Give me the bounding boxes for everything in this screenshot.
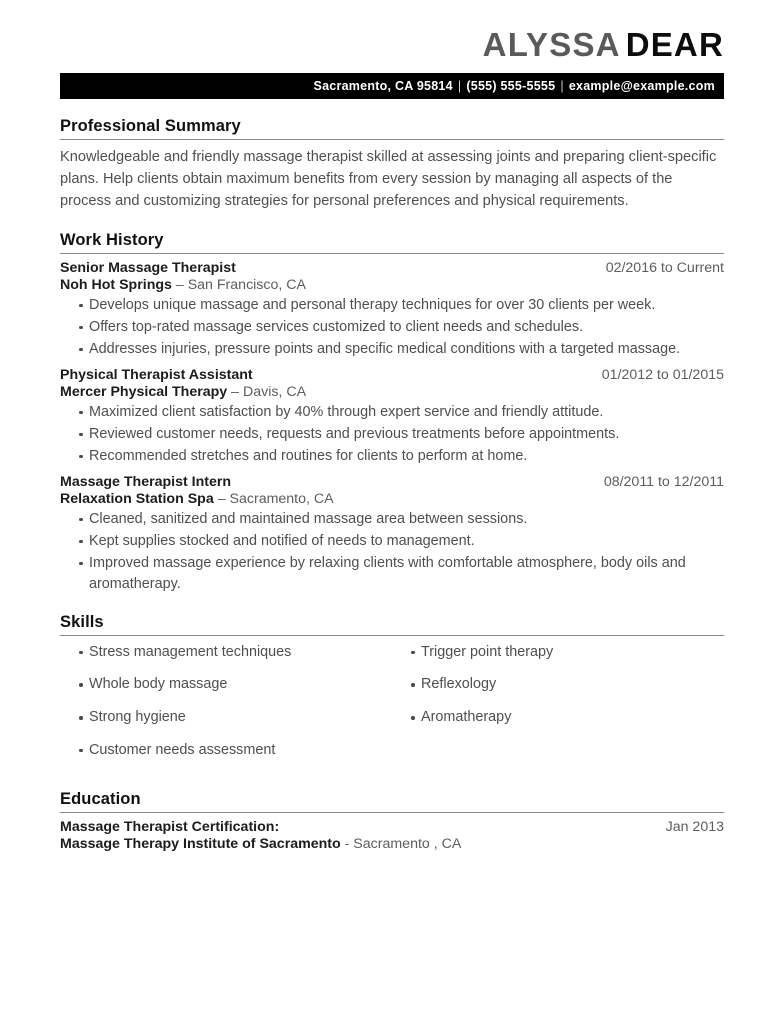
section-professional-summary <box>60 117 724 213</box>
job-entry <box>60 474 724 595</box>
contact-bar <box>60 73 724 99</box>
job-bullet: Improved massage experience by relaxing clients with comfortable atmosphere, body oils and aromatherapy. <box>60 553 724 595</box>
skill-item: Stress management techniques <box>60 642 392 664</box>
education-school-line <box>60 836 724 852</box>
contact-separator-2: | <box>560 79 564 93</box>
section-title-professional-summary: Professional Summary <box>60 117 241 135</box>
job-company: Relaxation Station Spa <box>60 490 214 507</box>
job-bullet: Maximized client satisfaction by 40% through expert service and friendly attitude. <box>60 402 724 423</box>
skills-list-left <box>60 642 392 761</box>
job-header <box>60 367 724 383</box>
contact-separator-1: | <box>457 79 462 93</box>
job-company: Mercer Physical Therapy <box>60 383 228 400</box>
skill-item: Reflexology <box>392 674 724 696</box>
section-skills <box>60 613 724 772</box>
skill-item: Aromatherapy <box>392 707 724 729</box>
job-date: 02/2016 to Current <box>605 259 724 276</box>
skills-column-left <box>60 642 392 772</box>
skill-item: Strong hygiene <box>60 707 392 729</box>
job-company-line <box>60 384 724 400</box>
job-date: 01/2012 to 01/2015 <box>601 366 724 383</box>
job-bullet: Kept supplies stocked and notified of needs to management. <box>60 531 724 552</box>
contact-location: Sacramento, CA 95814 <box>313 79 453 93</box>
education-school: Massage Therapy Institute of Sacramento <box>60 836 341 853</box>
first-name: ALYSSA <box>482 26 621 63</box>
job-location: – Davis, CA <box>231 383 307 400</box>
contact-phone: (555) 555-5555 <box>466 79 556 93</box>
job-title: Massage Therapist Intern <box>60 473 232 490</box>
section-work-history <box>60 231 724 595</box>
job-entry <box>60 260 724 360</box>
job-company-line <box>60 277 724 293</box>
summary-text: Knowledgeable and friendly massage therapist skilled at assessing joints and preparing client-specific plans. Help clients obtain maximum benefits from every session by managing all aspects of the process and customizing strategies for personal preferences and physical requirements. <box>60 149 717 210</box>
section-divider <box>60 812 724 813</box>
job-entry <box>60 367 724 467</box>
candidate-name <box>60 0 724 61</box>
education-location: - Sacramento , CA <box>344 836 462 853</box>
job-location: – San Francisco, CA <box>175 276 306 293</box>
last-name: DEAR <box>625 26 724 63</box>
education-entry <box>60 819 724 852</box>
education-header <box>60 819 724 835</box>
skills-list-right <box>392 642 724 729</box>
job-company-line <box>60 491 724 507</box>
skills-column-right <box>392 642 724 772</box>
job-bullet-list <box>60 295 724 360</box>
education-degree: Massage Therapist Certification: <box>60 819 280 836</box>
skill-item: Whole body massage <box>60 674 392 696</box>
contact-email: example@example.com <box>568 79 715 93</box>
job-bullet: Cleaned, sanitized and maintained massage area between sessions. <box>60 509 724 530</box>
skills-columns <box>60 642 724 772</box>
section-title-skills: Skills <box>60 612 104 631</box>
job-title: Senior Massage Therapist <box>60 259 236 276</box>
skill-item: Trigger point therapy <box>392 642 724 664</box>
job-location: – Sacramento, CA <box>217 490 334 507</box>
section-title-education: Education <box>60 790 141 809</box>
job-bullet-list <box>60 402 724 467</box>
section-title-work-history: Work History <box>60 230 164 249</box>
job-bullet: Recommended stretches and routines for clients to perform at home. <box>60 446 724 467</box>
job-header <box>60 474 724 490</box>
job-bullet-list <box>60 509 724 595</box>
section-divider <box>60 253 724 254</box>
job-header <box>60 260 724 276</box>
education-date: Jan 2013 <box>665 819 724 836</box>
job-bullet: Addresses injuries, pressure points and specific medical conditions with a targeted massage. <box>60 339 724 360</box>
section-divider <box>60 139 724 140</box>
contact-info <box>314 79 716 93</box>
job-bullet: Reviewed customer needs, requests and previous treatments before appointments. <box>60 424 724 445</box>
job-title: Physical Therapist Assistant <box>60 366 253 383</box>
section-divider <box>60 635 724 636</box>
job-bullet: Offers top-rated massage services customized to client needs and schedules. <box>60 317 724 338</box>
job-date: 08/2011 to 12/2011 <box>603 473 724 490</box>
skill-item: Customer needs assessment <box>60 740 392 762</box>
job-company: Noh Hot Springs <box>60 276 172 293</box>
section-education <box>60 790 724 852</box>
job-bullet: Develops unique massage and personal therapy techniques for over 30 clients per week. <box>60 295 724 316</box>
